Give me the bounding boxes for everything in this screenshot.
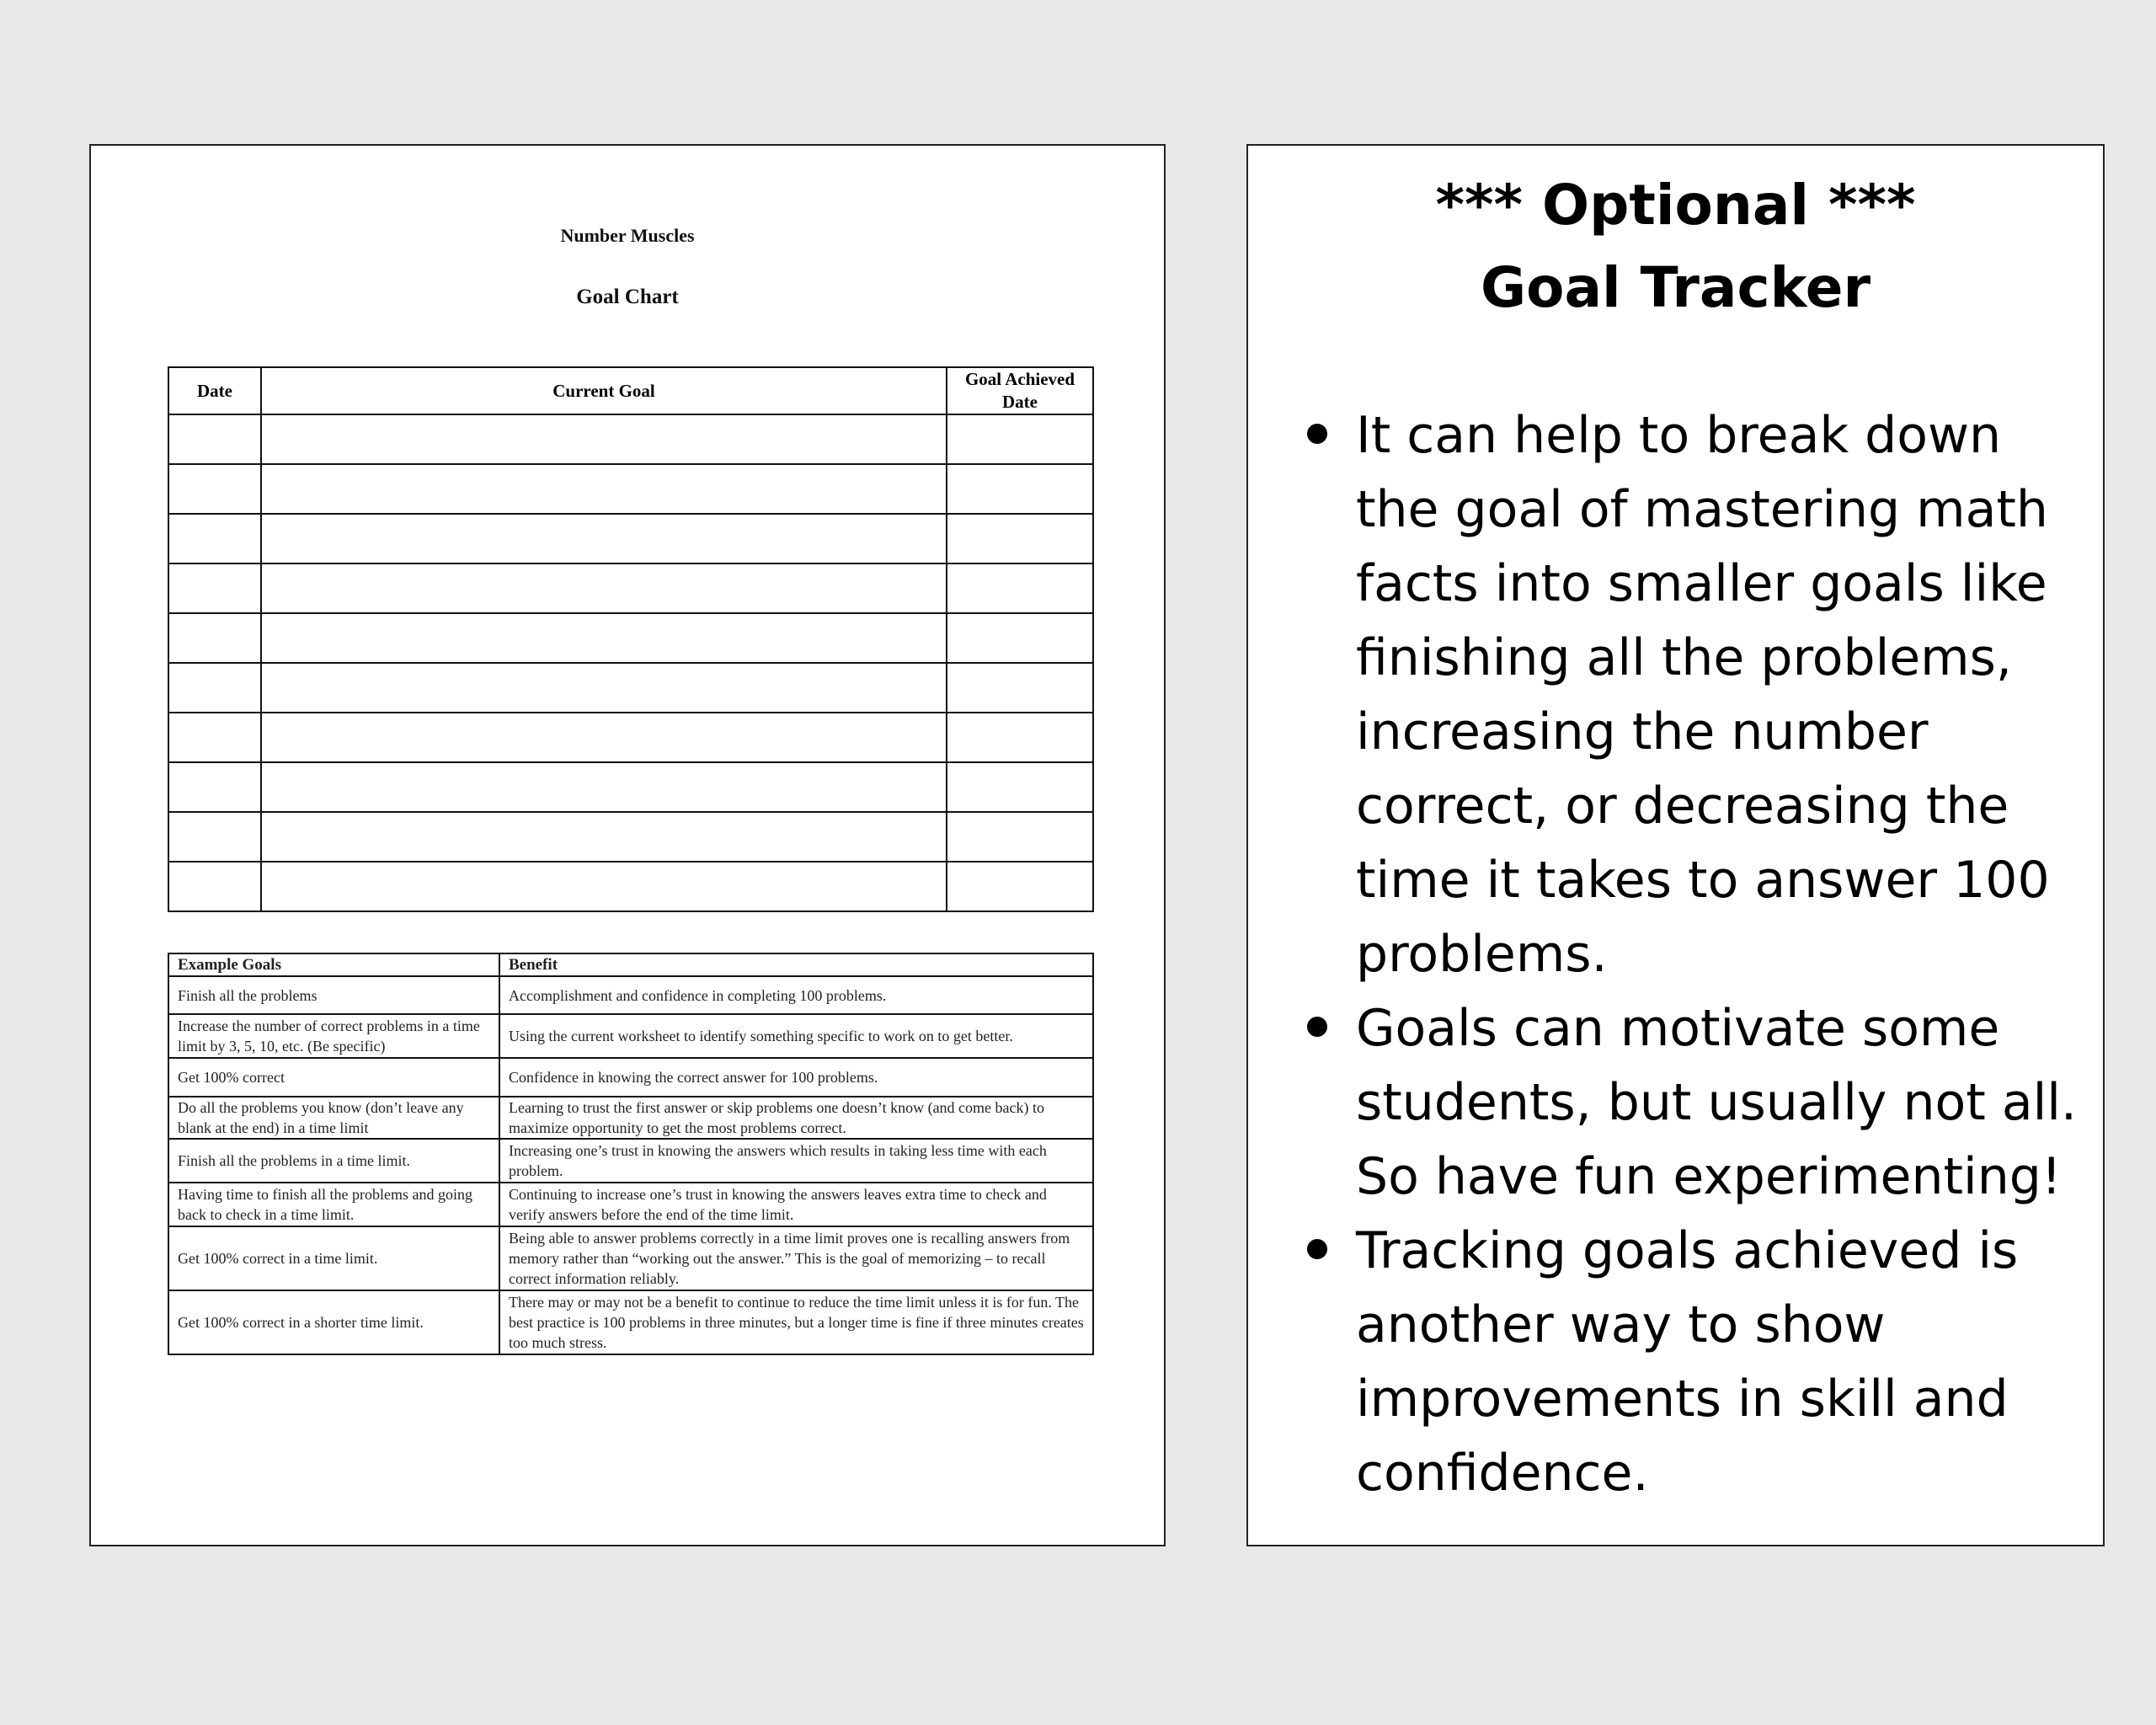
benefit-cell: There may or may not be a benefit to continue to reduce the time limit unless it is for fun. The best practice is 100 problems in three minutes, but a longer time is fine if three minutes creates too much stress. [499, 1290, 1093, 1354]
goal-chart-row [168, 414, 1093, 464]
date-cell[interactable] [168, 514, 261, 563]
current-goal-cell[interactable] [261, 812, 947, 862]
date-cell[interactable] [168, 663, 261, 713]
example-goal-cell: Get 100% correct [168, 1058, 499, 1097]
example-goal-cell: Increase the number of correct problems in a time limit by 3, 5, 10, etc. (Be specific) [168, 1014, 499, 1058]
list-item [1356, 1214, 2097, 1510]
current-goal-cell[interactable] [261, 663, 947, 713]
example-goal-cell: Do all the problems you know (don’t leave any blank at the end) in a time limit [168, 1097, 499, 1139]
example-goal-cell: Finish all the problems [168, 976, 499, 1014]
current-goal-cell[interactable] [261, 514, 947, 563]
bullet-icon [1307, 1239, 1327, 1259]
goal-chart-row [168, 514, 1093, 563]
goal-chart-row [168, 862, 1093, 911]
example-goals-header-row [168, 953, 1093, 976]
tip-text: It can help to break down the goal of mastering math facts into smaller goals like finishing all the problems, increasing the number correct, or decreasing the time it takes to answer 100 problems. [1356, 406, 2050, 984]
benefit-cell: Using the current worksheet to identify something specific to work on to get better. [499, 1014, 1093, 1058]
achieved-date-cell[interactable] [947, 862, 1093, 911]
benefit-cell: Learning to trust the first answer or skip problems one doesn’t know (and come back) to maximize opportunity to get the most problems correct. [499, 1097, 1093, 1139]
table-row [168, 1139, 1093, 1183]
goal-chart-row [168, 563, 1093, 613]
current-goal-cell[interactable] [261, 713, 947, 762]
example-goal-cell: Finish all the problems in a time limit. [168, 1139, 499, 1183]
example-goals-header: Example Goals [168, 953, 499, 976]
example-goal-cell: Get 100% correct in a shorter time limit. [168, 1290, 499, 1354]
document-page [89, 144, 1166, 1546]
document-title: Number Muscles [560, 225, 695, 246]
table-row [168, 1183, 1093, 1226]
achieved-date-cell[interactable] [947, 762, 1093, 812]
example-goals-table [168, 953, 1094, 1355]
achieved-date-cell[interactable] [947, 663, 1093, 713]
goal-chart-header-achieved-date: Goal Achieved Date [947, 367, 1093, 414]
achieved-date-cell[interactable] [947, 414, 1093, 464]
tip-text: Goals can motivate some students, but usually not all. So have fun experimenting! [1356, 999, 2077, 1206]
goal-chart-row [168, 613, 1093, 663]
goal-chart-row [168, 713, 1093, 762]
date-cell[interactable] [168, 713, 261, 762]
panel-heading-optional: *** Optional *** [1435, 173, 1916, 238]
list-item [1356, 398, 2097, 991]
table-row [168, 1097, 1093, 1139]
table-row [168, 976, 1093, 1014]
goal-chart-header-row [168, 367, 1093, 414]
current-goal-cell[interactable] [261, 762, 947, 812]
date-cell[interactable] [168, 464, 261, 514]
benefit-cell: Being able to answer problems correctly in a time limit proves one is recalling answers from memory rather than “working out the answer.” This is the goal of memorizing – to recall correct information reliably. [499, 1226, 1093, 1290]
document-subtitle: Goal Chart [576, 286, 679, 308]
date-cell[interactable] [168, 862, 261, 911]
date-cell[interactable] [168, 563, 261, 613]
list-item [1356, 991, 2097, 1214]
date-cell[interactable] [168, 414, 261, 464]
benefit-cell: Continuing to increase one’s trust in knowing the answers leaves extra time to check and verify answers before the end of the time limit. [499, 1183, 1093, 1226]
current-goal-cell[interactable] [261, 563, 947, 613]
achieved-date-cell[interactable] [947, 464, 1093, 514]
goal-chart-table [168, 366, 1094, 912]
tips-list [1356, 398, 2097, 1510]
current-goal-cell[interactable] [261, 862, 947, 911]
table-row [168, 1058, 1093, 1097]
benefit-cell: Accomplishment and confidence in completing 100 problems. [499, 976, 1093, 1014]
tip-text: Tracking goals achieved is another way to show improvements in skill and confidence. [1356, 1221, 2019, 1503]
date-cell[interactable] [168, 613, 261, 663]
achieved-date-cell[interactable] [947, 812, 1093, 862]
goal-chart-row [168, 663, 1093, 713]
date-cell[interactable] [168, 812, 261, 862]
table-row [168, 1014, 1093, 1058]
benefit-cell: Confidence in knowing the correct answer for 100 problems. [499, 1058, 1093, 1097]
goal-chart-row [168, 762, 1093, 812]
date-cell[interactable] [168, 762, 261, 812]
goal-tracker-panel [1246, 144, 2105, 1546]
goal-chart-header-date: Date [168, 367, 261, 414]
panel-heading-goal-tracker: Goal Tracker [1480, 255, 1871, 320]
current-goal-cell[interactable] [261, 613, 947, 663]
example-goal-cell: Get 100% correct in a time limit. [168, 1226, 499, 1290]
table-row [168, 1290, 1093, 1354]
bullet-icon [1307, 424, 1327, 444]
goal-chart-header-current-goal: Current Goal [261, 367, 947, 414]
achieved-date-cell[interactable] [947, 613, 1093, 663]
table-row [168, 1226, 1093, 1290]
example-goal-cell: Having time to finish all the problems and going back to check in a time limit. [168, 1183, 499, 1226]
achieved-date-cell[interactable] [947, 514, 1093, 563]
current-goal-cell[interactable] [261, 464, 947, 514]
achieved-date-cell[interactable] [947, 563, 1093, 613]
benefit-cell: Increasing one’s trust in knowing the answers which results in taking less time with each problem. [499, 1139, 1093, 1183]
achieved-date-cell[interactable] [947, 713, 1093, 762]
current-goal-cell[interactable] [261, 414, 947, 464]
bullet-icon [1307, 1017, 1327, 1037]
benefit-header: Benefit [499, 953, 1093, 976]
goal-chart-row [168, 812, 1093, 862]
goal-chart-row [168, 464, 1093, 514]
